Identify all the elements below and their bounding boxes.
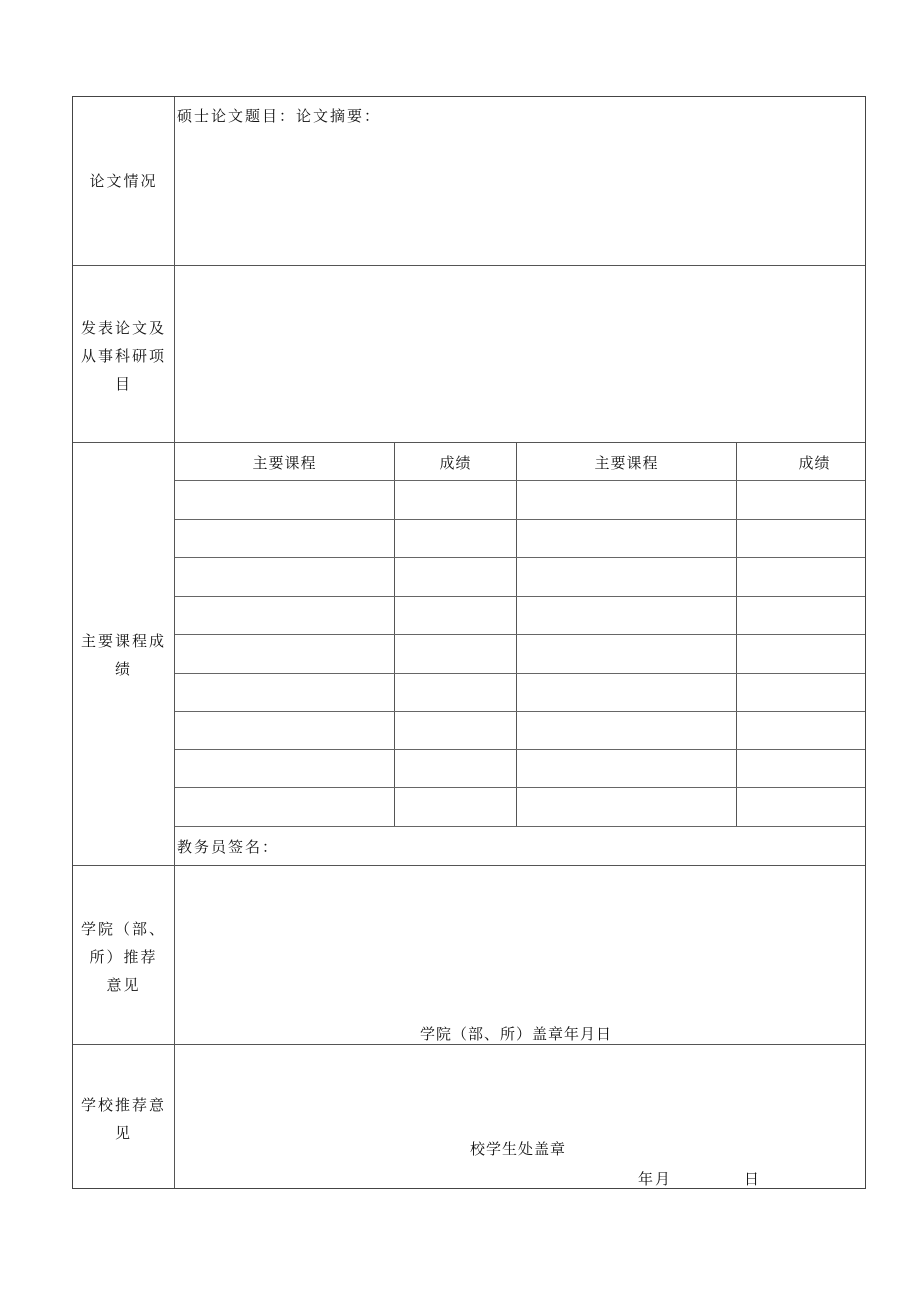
table-row bbox=[175, 557, 865, 558]
publications-label-line: 目 bbox=[114, 375, 132, 393]
school-label-line: 见 bbox=[114, 1124, 132, 1142]
table-row bbox=[175, 519, 865, 520]
table-bottom bbox=[175, 826, 865, 827]
publications-label-line: 发表论文及 bbox=[80, 319, 166, 337]
school-date-year-month: 年月 bbox=[638, 1170, 673, 1188]
divider-thesis bbox=[73, 265, 865, 266]
label-column-divider bbox=[174, 97, 175, 1188]
table-row bbox=[175, 634, 865, 635]
table-row bbox=[175, 480, 865, 481]
recommendation-form bbox=[72, 96, 866, 1189]
courses-label bbox=[73, 627, 174, 683]
table-row bbox=[175, 711, 865, 712]
table-row bbox=[175, 749, 865, 750]
registrar-signature: 教务员签名： bbox=[177, 838, 280, 856]
college-label bbox=[73, 915, 174, 999]
thesis-label-line: 论文情况 bbox=[89, 172, 158, 190]
thesis-label bbox=[73, 167, 174, 195]
school-label-line: 学校推荐意 bbox=[80, 1096, 166, 1114]
college-label-line: 所）推荐 bbox=[89, 948, 158, 966]
thesis-title-abstract: 硕士论文题目：论文摘要： bbox=[177, 107, 382, 125]
school-date-day: 日 bbox=[744, 1170, 762, 1188]
publications-label bbox=[73, 314, 174, 398]
college-label-line: 意见 bbox=[106, 976, 141, 994]
table-row bbox=[175, 673, 865, 674]
divider-courses-end bbox=[73, 865, 865, 866]
course-header-course-2: 主要课程 bbox=[594, 454, 659, 472]
table-row bbox=[175, 787, 865, 788]
college-stamp-date: 学院（部、所）盖章年月日 bbox=[420, 1025, 613, 1043]
course-header-score-1: 成绩 bbox=[439, 454, 472, 472]
school-stamp: 校学生处盖章 bbox=[470, 1140, 567, 1158]
table-row bbox=[175, 596, 865, 597]
divider-publications bbox=[73, 442, 865, 443]
publications-label-line: 从事科研项 bbox=[80, 347, 166, 365]
courses-label-line: 绩 bbox=[114, 660, 132, 678]
courses-label-line: 主要课程成 bbox=[80, 632, 166, 650]
course-header-score-2: 成绩 bbox=[798, 454, 831, 472]
school-label bbox=[73, 1091, 174, 1147]
college-label-line: 学院（部、 bbox=[80, 920, 166, 938]
course-header-course-1: 主要课程 bbox=[252, 454, 317, 472]
divider-college bbox=[73, 1044, 865, 1045]
